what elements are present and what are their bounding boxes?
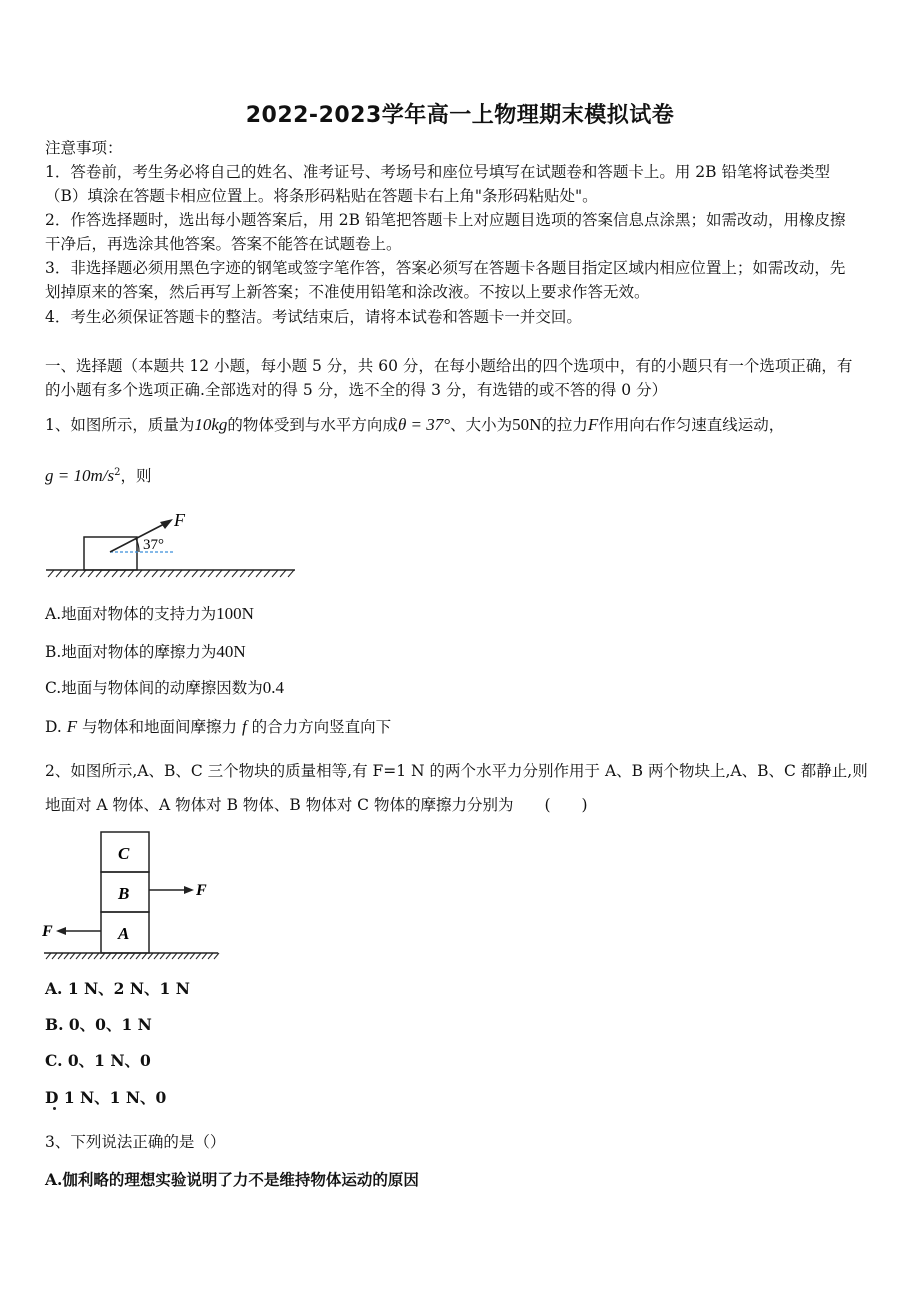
notice-line: 干净后，再选涂其他答案。答案不能答在试题卷上。 — [45, 235, 402, 253]
ground-hatching — [48, 570, 294, 577]
angle-label: 37° — [143, 537, 164, 553]
section-heading: 一、选择题（本题共 12 小题，每小题 5 分，共 60 分，在每小题给出的四个选项中，有的小题只有一个选项正确，有 — [45, 357, 853, 375]
q1-option-b[interactable]: B.地面对物体的摩擦力为40N — [45, 642, 246, 661]
force-left-label: F — [42, 923, 53, 940]
force-label: F — [174, 510, 185, 530]
arrow-head — [160, 519, 173, 529]
q1-gravity: $g = 10m/s^2$，则 — [45, 466, 152, 486]
q2-option-b[interactable]: B. 0、0、1 N — [45, 1015, 152, 1034]
q3-stem: 3、下列说法正确的是（） — [45, 1133, 226, 1151]
q1-option-d[interactable]: D. F 与物体和地面间摩擦力 f 的合力方向竖直向下 — [45, 717, 392, 736]
block-a-label: A — [118, 924, 130, 943]
q1-stem: 1、如图所示，质量为10kg的物体受到与水平方向成θ = 37°、大小为50N的拉力F作用向右作匀速直线运动， — [45, 415, 785, 434]
ground-hatching — [46, 953, 219, 959]
notice-line: （B）填涂在答题卡相应位置上。将条形码粘贴在答题卡右上角"条形码粘贴处"。 — [45, 187, 598, 205]
notice-line: 1．答卷前，考生务必将自己的姓名、准考证号、考场号和座位号填写在试题卷和答题卡上。用 2B 铅笔将试卷类型 — [45, 163, 830, 181]
q2-stem-cont: 地面对 A 物体、A 物体对 B 物体、B 物体对 C 物体的摩擦力分别为 ( ) — [45, 796, 588, 814]
notice-line: 2．作答选择题时，选出每小题答案后，用 2B 铅笔把答题卡上对应题目选项的答案信息点涂黑；如需改动，用橡皮擦 — [45, 211, 846, 229]
notice-line: 划掉原来的答案，然后再写上新答案；不准使用铅笔和涂改液。不按以上要求作答无效。 — [45, 283, 650, 301]
q2-stem: 2、如图所示,A、B、C 三个物块的质量相等,有 F=1 N 的两个水平力分别作用于 A、B 两个物块上,A、B、C 都静止,则 — [45, 762, 868, 780]
q1-figure — [40, 505, 305, 581]
q2-figure — [38, 826, 223, 966]
q1-option-a[interactable]: A.地面对物体的支持力为100N — [45, 604, 254, 623]
force-right-label: F — [196, 882, 207, 899]
q2-option-c[interactable]: C. 0、1 N、0 — [45, 1051, 151, 1070]
q1-option-c[interactable]: C.地面与物体间的动摩擦因数为0.4 — [45, 678, 284, 697]
page-title: 2022-2023学年高一上物理期末模拟试卷 — [245, 103, 675, 128]
q3-option-a[interactable]: A.伽利略的理想实验说明了力不是维持物体运动的原因 — [45, 1170, 419, 1189]
notice-line: 3．非选择题必须用黑色字迹的钢笔或签字笔作答，答案必须写在答题卡各题目指定区域内相应位置上；如需改动，先 — [45, 259, 846, 277]
block-c-label: C — [118, 844, 130, 863]
dot-mark — [53, 1107, 56, 1110]
block-b-label: B — [118, 884, 130, 903]
q2-option-d[interactable]: D 1 N、1 N、0 — [45, 1088, 167, 1107]
notice-line: 4．考生必须保证答题卡的整洁。考试结束后，请将本试卷和答题卡一并交回。 — [45, 308, 582, 326]
arrow-head — [184, 886, 194, 894]
arrow-head — [56, 927, 66, 935]
notice-heading: 注意事项： — [45, 139, 123, 157]
section-heading-cont: 的小题有多个选项正确.全部选对的得 5 分，选不全的得 3 分，有选错的或不答的得 0 分） — [45, 381, 668, 399]
q2-option-a[interactable]: A. 1 N、2 N、1 N — [45, 979, 190, 998]
